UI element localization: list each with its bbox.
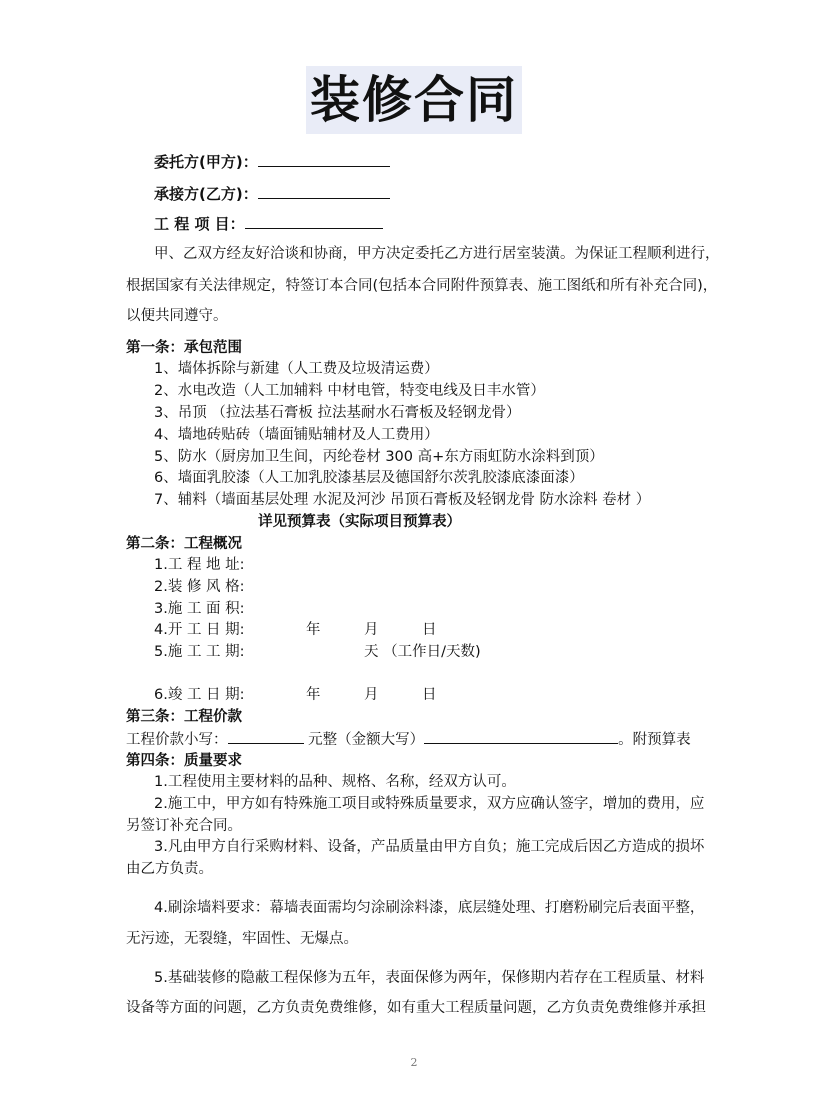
quality-item-2-line-1: 2.施工中，甲方如有特殊施工项目或特殊质量要求，双方应确认签字，增加的费用，应 [154,796,705,812]
contractor-blank [258,184,390,199]
price-yuan-label: 元整（金额大写） [308,732,425,748]
article-4-heading: 第四条：质量要求 [126,753,242,769]
quality-item-3-line-2: 由乙方负责。 [126,861,213,877]
contractor-row [154,184,390,204]
project-blank [245,214,383,229]
project-row [154,214,383,234]
project-label: 工 程 项 目： [154,215,245,233]
article-2-heading: 第二条：工程概况 [126,536,242,552]
quality-item-5-line-2: 设备等方面的问题，乙方负责免费维修，如有重大工程质量问题，乙方负责免费维修并承担 [126,1000,706,1016]
scope-item-2: 2、水电改造（人工加辅料 中材电管，特变电线及日丰水管） [154,383,545,399]
document-title: 装修合同 [306,66,522,134]
client-row [154,152,390,172]
price-attach-label: 。附预算表 [618,732,691,748]
client-blank [258,152,390,167]
budget-note: 详见预算表（实际项目预算表） [258,514,461,530]
title-wrap [0,66,828,134]
page-number: 2 [410,1056,418,1069]
client-label: 委托方(甲方)： [154,153,258,171]
price-small-blank [228,729,304,744]
start-day: 日 [422,622,437,638]
duration-unit: 天 （工作日/天数) [364,644,481,660]
intro-line-3: 以便共同遵守。 [126,308,228,324]
decor-style-label: 2.装 修 风 格: [154,579,245,595]
start-date-label: 4.开 工 日 期: [154,622,245,638]
start-month: 月 [364,622,379,638]
contractor-label: 承接方(乙方)： [154,185,258,203]
scope-item-4: 4、墙地砖贴砖（墙面铺贴辅材及人工费用） [154,427,439,443]
price-row [126,729,691,750]
finish-year: 年 [306,687,321,703]
site-address-label: 1.工 程 地 址: [154,557,245,573]
start-year: 年 [306,622,321,638]
scope-item-3: 3、吊顶 （拉法基石膏板 拉法基耐水石膏板及轻钢龙骨） [154,405,521,421]
quality-item-1: 1.工程使用主要材料的品种、规格、名称，经双方认可。 [154,774,516,790]
price-small-label: 工程价款小写： [126,732,228,748]
price-capital-blank [424,729,618,744]
quality-item-4-line-1: 4.刷涂墙料要求：幕墙表面需均匀涂刷涂料漆，底层缝处理、打磨粉刷完后表面平整， [154,900,705,916]
quality-item-4-line-2: 无污迹，无裂缝，牢固性、无爆点。 [126,931,358,947]
intro-line-1: 甲、乙双方经友好洽谈和协商，甲方决定委托乙方进行居室装潢。为保证工程顺利进行， [154,246,720,262]
finish-day: 日 [422,687,437,703]
duration-label: 5.施 工 工 期: [154,644,245,660]
scope-item-1: 1、墙体拆除与新建（人工费及垃圾清运费） [154,361,439,377]
article-1-heading: 第一条：承包范围 [126,340,242,356]
scope-item-5: 5、防水（厨房加卫生间，丙纶卷材 300 高+东方雨虹防水涂料到顶） [154,449,604,465]
scope-item-7: 7、辅料（墙面基层处理 水泥及河沙 吊顶石膏板及轻钢龙骨 防水涂料 卷材 ） [154,492,651,508]
scope-item-6: 6、墙面乳胶漆（人工加乳胶漆基层及德国舒尔茨乳胶漆底漆面漆） [154,470,584,486]
finish-month: 月 [364,687,379,703]
article-3-heading: 第三条：工程价款 [126,709,242,725]
quality-item-2-line-2: 另签订补充合同。 [126,818,242,834]
quality-item-3-line-1: 3.凡由甲方自行采购材料、设备，产品质量由甲方自负；施工完成后因乙方造成的损坏 [154,839,705,855]
finish-date-label: 6.竣 工 日 期: [154,687,245,703]
quality-item-5-line-1: 5.基础装修的隐蔽工程保修为五年，表面保修为两年，保修期内若存在工程质量、材料 [154,970,705,986]
construction-area-label: 3.施 工 面 积: [154,601,245,617]
intro-line-2: 根据国家有关法律规定，特签订本合同(包括本合同附件预算表、施工图纸和所有补充合同)， [126,278,718,294]
